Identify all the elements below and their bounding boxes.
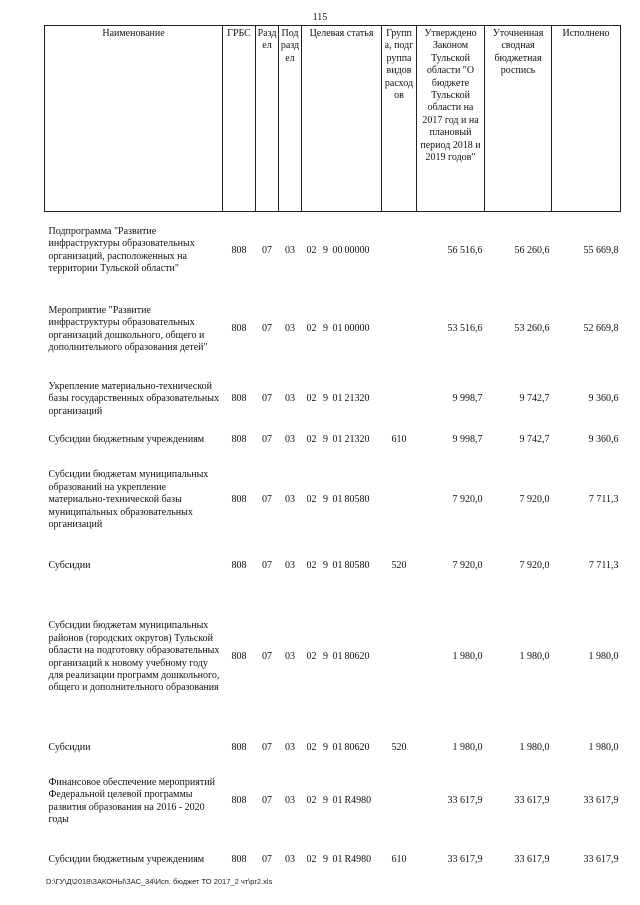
- row-name: Субсидии бюджетам муниципальных образований на укрепление материально-технической базы муниципальных образовательных организаций: [48, 469, 209, 531]
- row-expense-type: [382, 452, 417, 550]
- table-row: [45, 290, 621, 370]
- header-expense-group: Группа, подгруппа видов расходов: [382, 26, 417, 212]
- target-article-part: 9: [323, 494, 328, 506]
- row-podrazdel: 03: [285, 560, 295, 572]
- row-podrazdel: 03: [285, 393, 295, 405]
- target-article-part: 9: [323, 560, 328, 572]
- row-target-article: [302, 290, 382, 370]
- row-target-article: [302, 766, 382, 838]
- row-grbs: 808: [231, 393, 247, 405]
- row-grbs: 808: [231, 795, 247, 807]
- row-grbs: 808: [231, 323, 247, 335]
- target-article-part: 01: [332, 854, 343, 866]
- row-expense-type: 520: [391, 742, 407, 754]
- row-name: Субсидии бюджетным учреждениям: [48, 854, 205, 866]
- row-razdel: 07: [262, 393, 272, 405]
- row-executed: 9 360,6: [588, 393, 619, 405]
- row-expense-type: [382, 766, 417, 838]
- row-target-article: [302, 212, 382, 290]
- row-target-article: [302, 838, 382, 884]
- row-approved: 9 998,7: [452, 393, 483, 405]
- target-article-part: 02: [306, 560, 317, 572]
- table-row: [45, 550, 621, 584]
- target-article-part: 02: [306, 323, 317, 335]
- row-executed: 1 980,0: [588, 742, 619, 754]
- row-name: Мероприятие "Развитие инфраструктуры образовательных организаций дошкольного, общего и дополнительиого образования детей": [48, 304, 208, 353]
- row-name: Подпрограмма "Развитие инфраструктуры образовательных организаций, расположенных на территории Тульской области": [48, 225, 195, 275]
- row-refined: 9 742,7: [519, 434, 550, 446]
- row-razdel: 07: [262, 560, 272, 572]
- row-expense-type: 610: [391, 434, 407, 446]
- row-approved: 1 980,0: [452, 651, 483, 663]
- row-podrazdel: 03: [285, 795, 295, 807]
- row-expense-type: [382, 290, 417, 370]
- row-razdel: 07: [262, 854, 272, 866]
- target-article-part: 02: [306, 795, 317, 807]
- target-article-part: 02: [306, 434, 317, 446]
- table-row: [45, 212, 621, 290]
- row-refined: 56 260,6: [514, 244, 550, 256]
- row-podrazdel: 03: [285, 323, 295, 335]
- row-expense-type: [382, 370, 417, 430]
- target-article-part: R4980: [344, 854, 372, 866]
- row-podrazdel: 03: [285, 244, 295, 256]
- target-article-part: 80620: [344, 651, 370, 663]
- row-podrazdel: 03: [285, 651, 295, 663]
- row-approved: 56 516,6: [447, 244, 483, 256]
- table-row: [45, 452, 621, 550]
- row-target-article: [302, 550, 382, 584]
- header-refined: Уточненная сводная бюджетная роспись: [485, 26, 552, 212]
- row-refined: 33 617,9: [514, 854, 550, 866]
- row-grbs: 808: [231, 244, 247, 256]
- header-podrazdel: Подраздел: [279, 26, 302, 212]
- row-razdel: 07: [262, 323, 272, 335]
- header-name: Наименование: [45, 26, 223, 212]
- row-razdel: 07: [262, 795, 272, 807]
- row-expense-type: [382, 584, 417, 732]
- row-refined: 1 980,0: [519, 742, 550, 754]
- table-row: [45, 766, 621, 838]
- target-article-part: 01: [332, 323, 343, 335]
- target-article-part: 01: [332, 494, 343, 506]
- row-executed: 7 711,3: [588, 494, 619, 506]
- row-executed: 33 617,9: [583, 854, 619, 866]
- table-row: [45, 370, 621, 430]
- row-podrazdel: 03: [285, 854, 295, 866]
- row-name: Субсидии бюджетам муниципальных районов (городских округов) Тульской области на подготовку образовательных организаций к новому учебному году для реализации программ дошкольного, общего и дополнительного образования: [48, 620, 220, 694]
- header-executed: Исполнено: [552, 26, 621, 212]
- row-razdel: 07: [262, 494, 272, 506]
- target-article-part: 80580: [344, 494, 370, 506]
- row-refined: 1 980,0: [519, 651, 550, 663]
- target-article-part: 01: [332, 560, 343, 572]
- target-article-part: 02: [306, 393, 317, 405]
- target-article-part: 80580: [344, 560, 370, 572]
- target-article-part: 9: [323, 244, 328, 256]
- target-article-part: 00000: [344, 323, 370, 335]
- target-article-part: 02: [306, 854, 317, 866]
- target-article-part: 9: [323, 742, 328, 754]
- row-grbs: 808: [231, 494, 247, 506]
- header-target-article: Целевая статья: [302, 26, 382, 212]
- row-razdel: 07: [262, 742, 272, 754]
- row-refined: 53 260,6: [514, 323, 550, 335]
- row-name: Финансовое обеспечение мероприятий Федеральной целевой программы развития образования на 2016 - 2020 годы: [48, 776, 215, 825]
- target-article-part: 9: [323, 323, 328, 335]
- target-article-part: 01: [332, 742, 343, 754]
- row-grbs: 808: [231, 560, 247, 572]
- row-executed: 7 711,3: [588, 560, 619, 572]
- target-article-part: 9: [323, 651, 328, 663]
- row-expense-type: [382, 212, 417, 290]
- row-target-article: [302, 452, 382, 550]
- table-row: [45, 732, 621, 766]
- row-grbs: 808: [231, 854, 247, 866]
- row-expense-type: 610: [391, 854, 407, 866]
- target-article-part: 21320: [344, 393, 370, 405]
- target-article-part: 9: [323, 434, 328, 446]
- target-article-part: 02: [306, 742, 317, 754]
- target-article-part: 02: [306, 651, 317, 663]
- target-article-part: R4980: [344, 795, 372, 807]
- row-podrazdel: 03: [285, 434, 295, 446]
- target-article-part: 01: [332, 795, 343, 807]
- row-podrazdel: 03: [285, 742, 295, 754]
- row-name: Субсидии: [48, 742, 91, 754]
- target-article-part: 01: [332, 651, 343, 663]
- row-name: Субсидии: [48, 560, 91, 572]
- target-article-part: 21320: [344, 434, 370, 446]
- row-executed: 55 669,8: [583, 244, 619, 256]
- row-target-article: [302, 584, 382, 732]
- footer-file-path: D:\ГУ\Д\2018\ЗАКОНЫ\ЗАС_34\Исп. бюджет ТО 2017_2 чт\pr2.xls: [46, 877, 273, 886]
- row-grbs: 808: [231, 742, 247, 754]
- row-target-article: [302, 732, 382, 766]
- row-podrazdel: 03: [285, 494, 295, 506]
- header-grbs: ГРБС: [223, 26, 256, 212]
- target-article-part: 80620: [344, 742, 370, 754]
- row-executed: 1 980,0: [588, 651, 619, 663]
- target-article-part: 01: [332, 434, 343, 446]
- row-approved: 1 980,0: [452, 742, 483, 754]
- row-razdel: 07: [262, 651, 272, 663]
- row-grbs: 808: [231, 651, 247, 663]
- row-target-article: [302, 370, 382, 430]
- row-approved: 7 920,0: [452, 560, 483, 572]
- header-razdel: Раздел: [256, 26, 279, 212]
- row-refined: 9 742,7: [519, 393, 550, 405]
- row-grbs: 808: [231, 434, 247, 446]
- table-row: [45, 430, 621, 452]
- row-target-article: [302, 430, 382, 452]
- target-article-part: 00000: [344, 244, 370, 256]
- row-razdel: 07: [262, 434, 272, 446]
- row-approved: 7 920,0: [452, 494, 483, 506]
- row-executed: 33 617,9: [583, 795, 619, 807]
- target-article-part: 02: [306, 494, 317, 506]
- row-approved: 9 998,7: [452, 434, 483, 446]
- row-executed: 9 360,6: [588, 434, 619, 446]
- target-article-part: 00: [332, 244, 343, 256]
- row-approved: 33 617,9: [447, 795, 483, 807]
- target-article-part: 9: [323, 854, 328, 866]
- budget-table: [44, 25, 621, 884]
- row-refined: 7 920,0: [519, 494, 550, 506]
- row-approved: 53 516,6: [447, 323, 483, 335]
- target-article-part: 01: [332, 393, 343, 405]
- target-article-part: 9: [323, 393, 328, 405]
- target-article-part: 02: [306, 244, 317, 256]
- row-executed: 52 669,8: [583, 323, 619, 335]
- table-row: [45, 584, 621, 732]
- row-expense-type: 520: [391, 560, 407, 572]
- row-name: Субсидии бюджетным учреждениям: [48, 434, 205, 446]
- row-razdel: 07: [262, 244, 272, 256]
- row-refined: 33 617,9: [514, 795, 550, 807]
- header-approved: Утверждено Законом Тульской области "О бюджете Тульской области на 2017 год и на плановый период 2018 и 2019 годов": [417, 26, 485, 212]
- row-name: Укрепление материально-технической базы государственных образовательных организаций: [48, 380, 219, 417]
- table-header-row: [45, 26, 621, 212]
- target-article-part: 9: [323, 795, 328, 807]
- row-approved: 33 617,9: [447, 854, 483, 866]
- page-number: 115: [312, 12, 328, 23]
- row-refined: 7 920,0: [519, 560, 550, 572]
